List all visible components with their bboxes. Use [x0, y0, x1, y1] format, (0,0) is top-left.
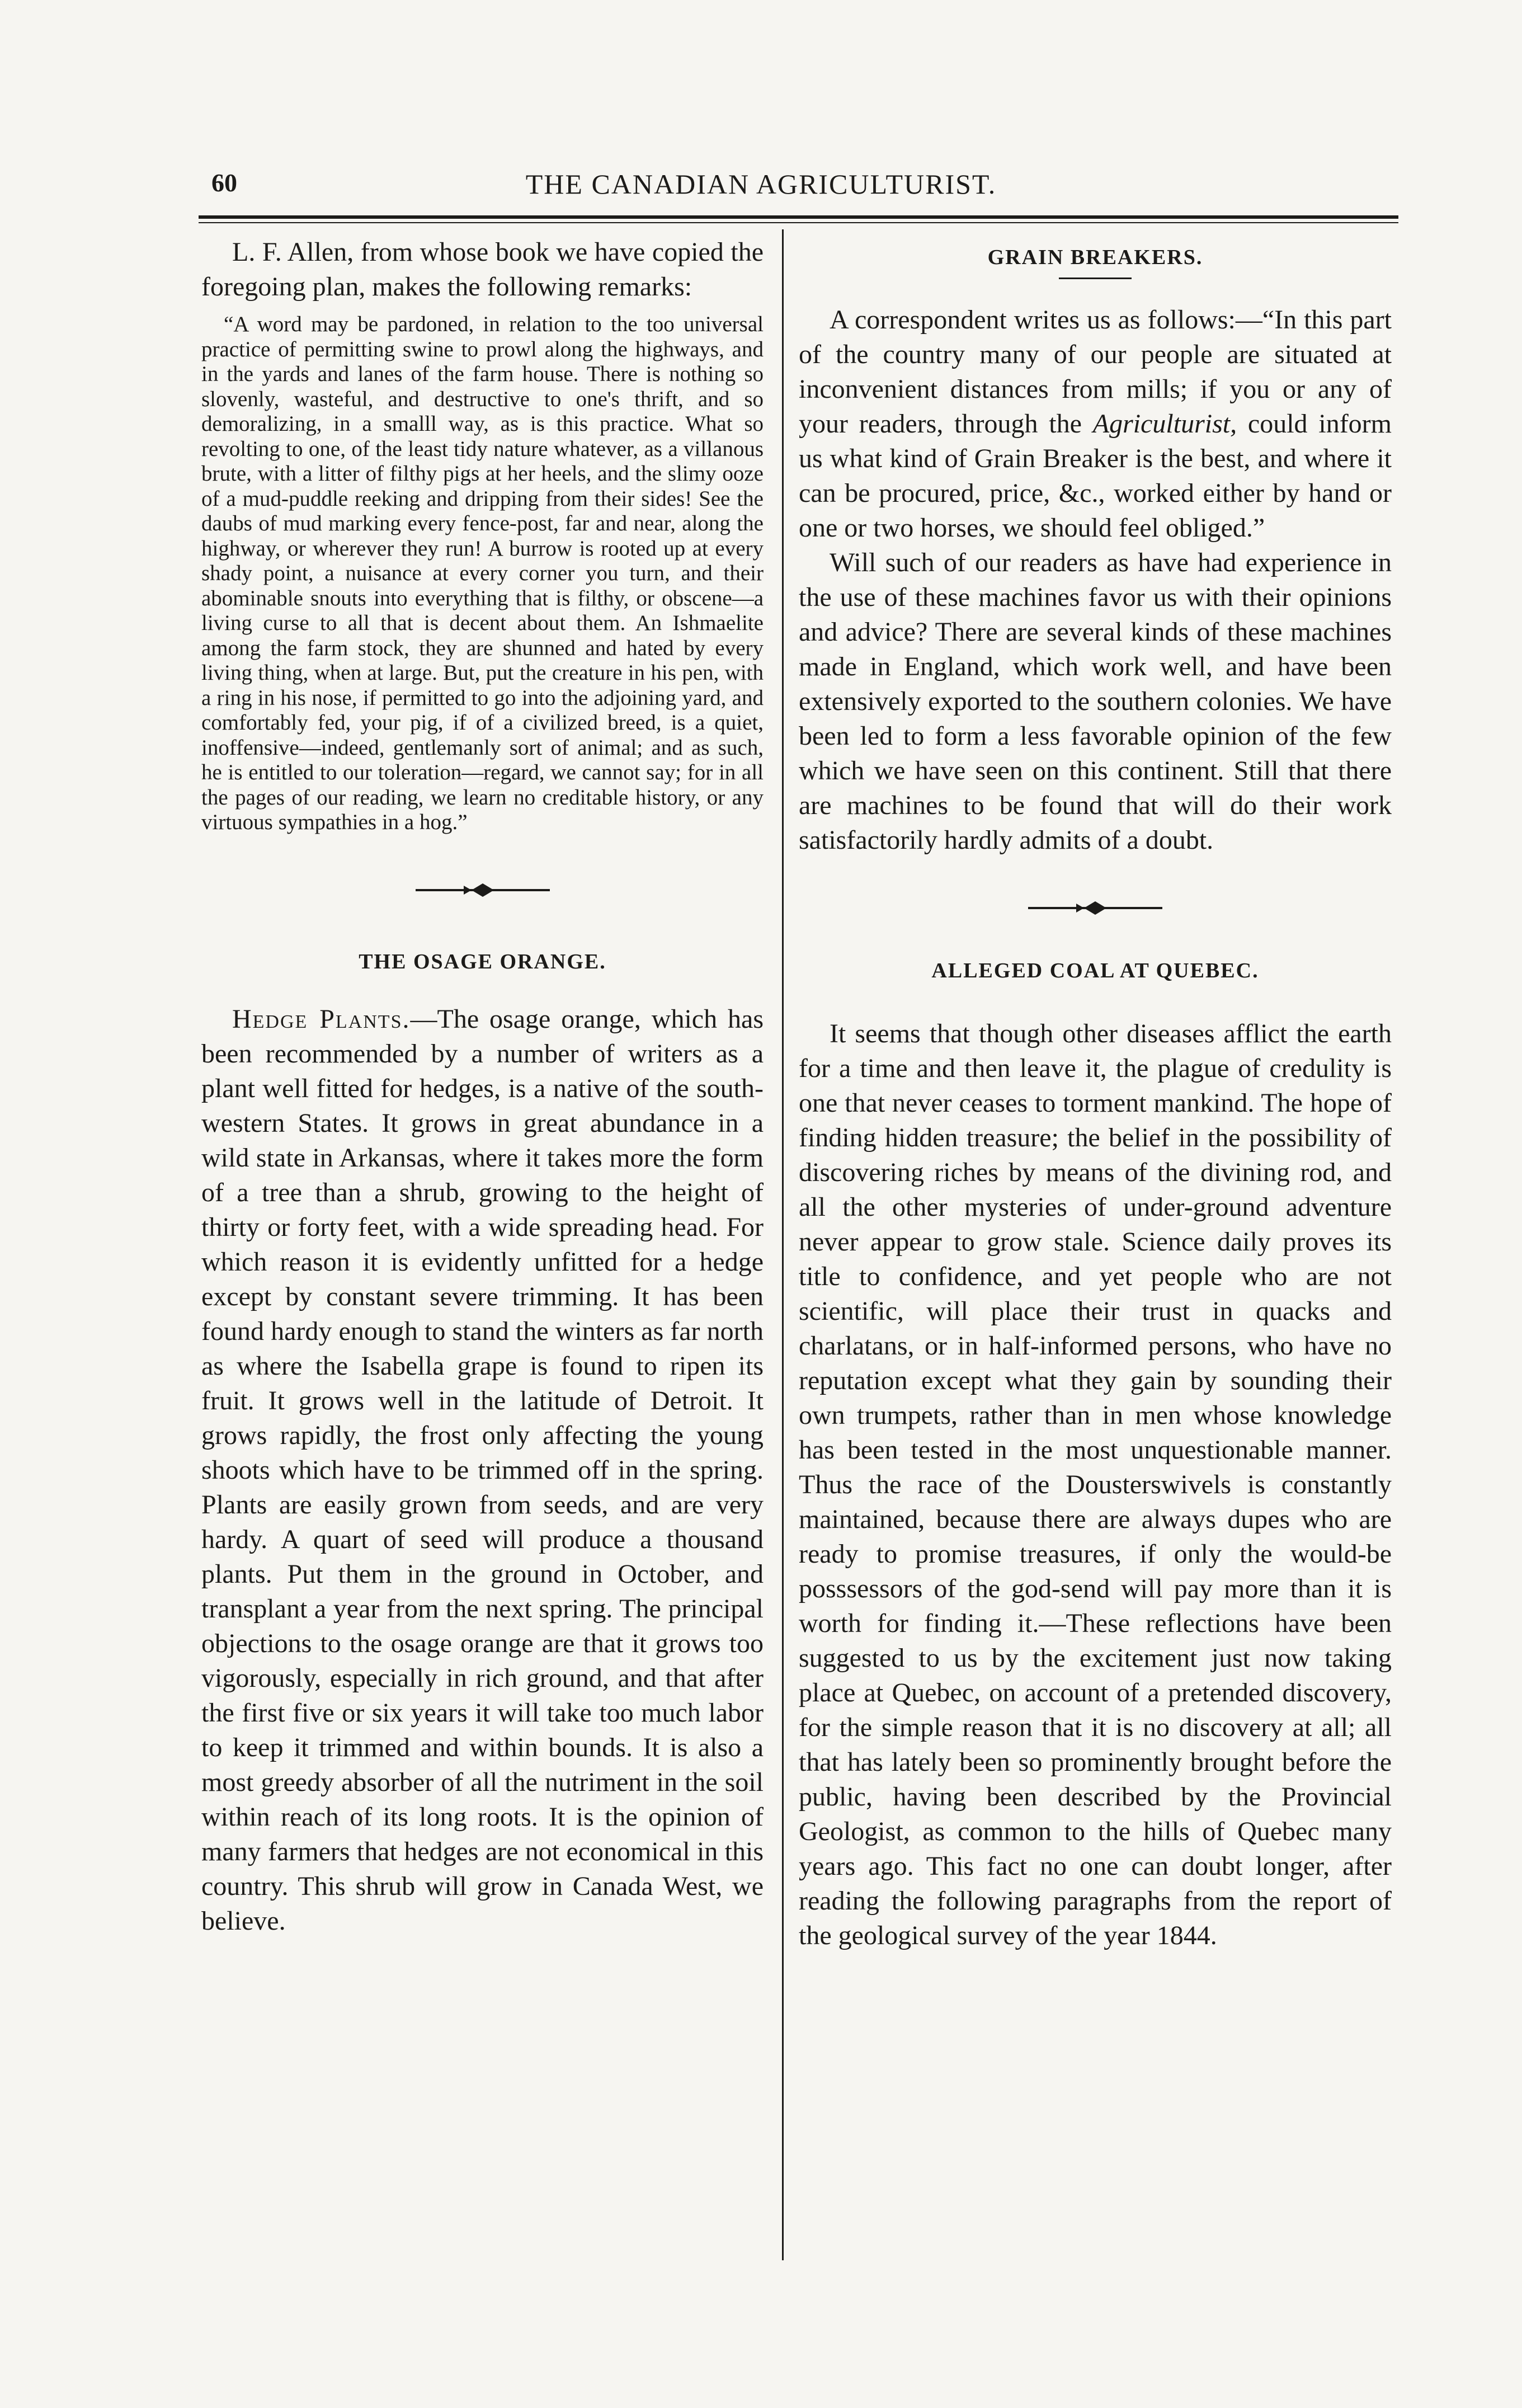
section-ornament-icon	[416, 879, 550, 901]
heading-rule	[1059, 278, 1132, 279]
column-divider	[782, 229, 784, 2260]
grain-breakers-letter	[799, 303, 1392, 545]
header-rule-thin	[199, 222, 1398, 223]
header-rule	[199, 215, 1398, 219]
allen-quote: “A word may be pardoned, in relation to the too universal practice of permitting swine to prowl along the highways, and in the yards and lanes of the farm house. There is nothing so slovenly, wasteful, and destructive to one's thrift, and so demoralizing, in a smalll way, as is this practice. What so revolting to one, of the least tidy nature whatever, as a villanous brute, with a litter of filthy pigs at her heels, and the slimy ooze of a mud-puddle reeking and dripping from their sides! See the daubs of mud marking every fence-post, far and near, along the highway, or wherever they run! A burrow is rooted up at every shady point, a nuisance at every corner you turn, and their abominable snouts into everything that is filthy, or obscene—a living curse to all that is decent about them. An Ishmaelite among the farm stock, they are shunned and hated by every living thing, when at large. But, put the creature in his pen, with a ring in his nose, if permitted to go into the adjoining yard, and comfortably fed, your pig, if of a civilized breed, is a quiet, inoffensive—indeed, gentlemanly sort of animal; and as such, he is entitled to our toleration—regard, we cannot say; for in all the pages of our reading, we learn no creditable history, or any virtuous sympathies in a hog.”	[201, 312, 764, 834]
osage-orange-body	[201, 1002, 764, 1939]
section-ornament-icon	[1028, 897, 1162, 919]
letter-text-b: could inform us what kind of Grain Breaker is the best, and where it can be procured, price, &c., worked either by hand or one or two horses, we should feel obliged.”	[799, 409, 1392, 543]
left-column	[201, 235, 764, 1939]
hedge-plants-lead-in: Hedge Plants.	[232, 1004, 411, 1034]
running-head: THE CANADIAN AGRICULTURIST.	[525, 168, 997, 200]
osage-orange-text: —The osage orange, which has been recommended by a number of writers as a plant well fitted for hedges, is a native of the south-western States. It grows in great abundance in a wild state in Arkansas, where it takes more the form of a tree than a shrub, growing to the height of thirty or forty feet, with a wide spreading head. For which reason it is evidently unfitted for a hedge except by constant severe trimming. It has been found hardy enough to stand the winters as far north as where the Isabella grape is found to ripen its fruit. It grows well in the latitude of Detroit. It grows rapidly, the frost only affecting the young shoots which have to be trimmed off in the spring. Plants are easily grown from seeds, and are very hardy. A quart of seed will produce a thousand plants. Put them in the ground in October, and transplant a year from the next spring. The principal objections to the osage orange are that it grows too vigorously, especially in rich ground, and that after the first five or six years it will take too much labor to keep it trimmed and within bounds. It is also a most greedy absorber of all the nutriment in the soil within reach of its long roots. It is the opinion of many farmers that hedges are not economical in this country. This shrub will grow in Canada West, we believe.	[201, 1004, 764, 1936]
osage-orange-heading: THE OSAGE ORANGE.	[359, 949, 606, 973]
grain-breakers-reply: Will such of our readers as have had experience in the use of these machines favor us with their opinions and advice? There are several kinds of these machines made in England, which work well, and have been extensively exported to the southern colonies. We have been led to form a less favorable opinion of the few which we have seen on this continent. Still that there are machines to be found that will do their work satisfactorily hardly admits of a doubt.	[799, 548, 1392, 855]
alleged-coal-body: It seems that though other diseases afflict the earth for a time and then leave it, the plague of credulity is one that never ceases to torment mankind. The hope of finding hidden treasure; the belief in the possibility of discovering riches by means of the divining rod, and all the other mysteries of under-ground adventure never appear to grow stale. Science daily proves its title to confidence, and yet people who are not scientific, will place their trust in quacks and charlatans, or in half-informed persons, who have no reputation except what they gain by sounding their own trumpets, rather than in men whose knowledge has been tested in the most unquestionable manner. Thus the race of the Dousterswivels is constantly maintained, because there are always dupes who are ready to promise treasures, if only the would-be posssessors of the god-send will pay more than it is worth for finding it.—These reflections have been suggested to us by the excitement just now taking place at Quebec, on account of a pretended discovery, for the simple reason that it is no discovery at all; all that has lately been so prominently brought before the public, having been described by the Provincial Geologist, as common to the hills of Quebec many years ago. This fact no one can doubt longer, after reading the following paragraphs from the report of the geological survey of the year 1844.	[799, 1019, 1392, 1950]
alleged-coal-heading: ALLEGED COAL AT QUEBEC.	[931, 959, 1259, 982]
right-column	[799, 235, 1392, 1953]
grain-breakers-heading: GRAIN BREAKERS.	[987, 246, 1203, 269]
letter-text-a: A correspondent writes us as follows:—“In this part of the country many of our people are situated at inconvenient distances from mills; if you or any of your readers, through the	[799, 305, 1392, 439]
allen-intro: L. F. Allen, from whose book we have copied the foregoing plan, makes the following remarks:	[201, 237, 764, 302]
page-number: 60	[211, 168, 237, 197]
agriculturist-title: Agriculturist,	[1092, 409, 1237, 439]
